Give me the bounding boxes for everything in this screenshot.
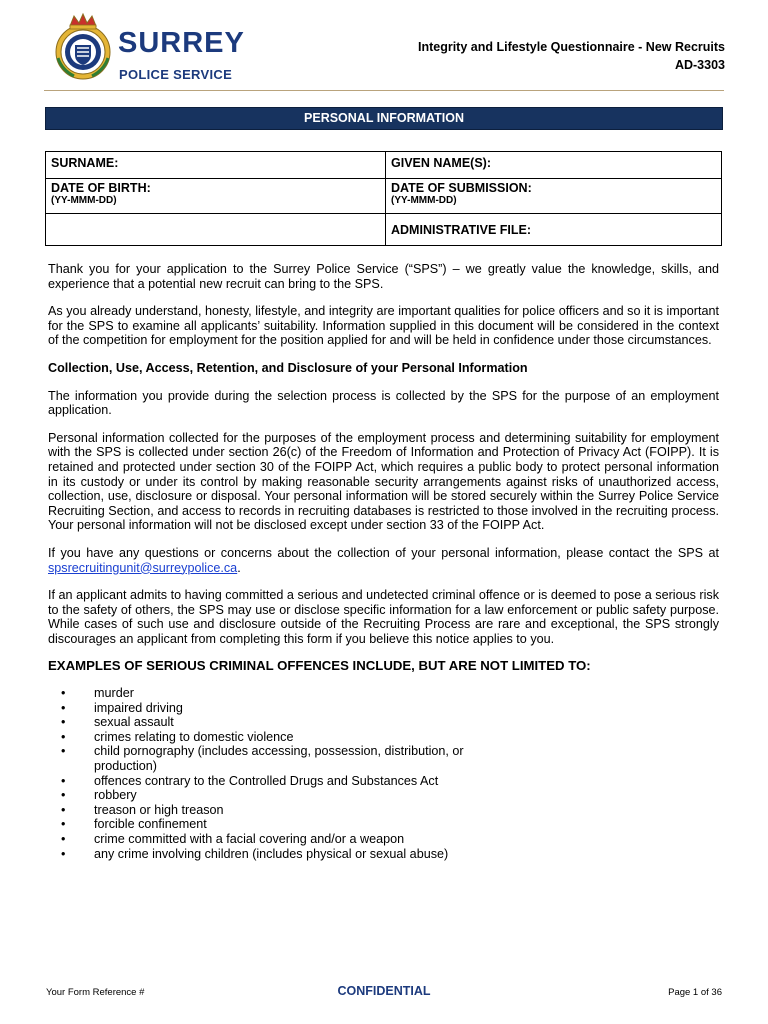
section-banner-personal-information: PERSONAL INFORMATION (45, 107, 723, 130)
list-item-text: robbery (94, 788, 137, 803)
list-item (48, 832, 488, 847)
date-of-birth-value-field[interactable] (46, 214, 386, 246)
offences-list (48, 686, 488, 861)
date-of-submission-label: DATE OF SUBMISSION: (391, 181, 532, 195)
document-code: AD-3303 (674, 58, 725, 72)
header-divider (44, 90, 724, 91)
list-item-text: crime committed with a facial covering and/or a weapon (94, 832, 405, 846)
surrey-police-logo (50, 12, 280, 82)
contact-text: If you have any questions or concerns about the collection of your personal information, please contact the SPS at (48, 545, 719, 560)
bullet-icon: • (61, 715, 66, 730)
recruiting-email-link[interactable]: spsrecruitingunit@surreypolice.ca (48, 560, 238, 575)
page-number: Page 1 of 36 (668, 987, 722, 998)
administrative-file-label: ADMINISTRATIVE FILE: (391, 222, 532, 237)
document-title: Integrity and Lifestyle Questionnaire - New Recruits (417, 40, 725, 54)
list-item-text: offences contrary to the Controlled Drugs and Substances Act (94, 773, 439, 788)
bullet-icon: • (61, 832, 66, 846)
bullet-icon: • (61, 817, 66, 832)
offences-heading: EXAMPLES OF SERIOUS CRIMINAL OFFENCES INCLUDE, BUT ARE NOT LIMITED TO: (48, 658, 591, 674)
bullet-icon: • (61, 846, 66, 861)
intro-paragraph: Thank you for your application to the Surrey Police Service (“SPS”) – we greatly value the knowledge, skills, and experience that a potential new recruit can bring to the SPS. (48, 262, 719, 291)
given-names-label: GIVEN NAME(S): (391, 156, 491, 170)
list-item (48, 847, 488, 862)
list-item-text: sexual assault (94, 715, 174, 730)
list-item (48, 730, 488, 745)
confidential-label: CONFIDENTIAL (337, 984, 431, 998)
list-item (48, 817, 488, 832)
list-item (48, 686, 488, 701)
bullet-icon: • (61, 744, 66, 759)
date-of-birth-format: (YY-MMM-DD) (51, 195, 117, 206)
bullet-icon: • (61, 686, 66, 701)
list-item (48, 788, 488, 803)
administrative-file-field[interactable] (386, 214, 722, 246)
list-item-text: child pornography (includes accessing, possession, distribution, or production) (94, 744, 464, 774)
contact-paragraph (48, 546, 719, 575)
date-of-birth-label: DATE OF BIRTH: (51, 181, 151, 195)
collection-heading: Collection, Use, Access, Retention, and Disclosure of your Personal Information (48, 360, 528, 375)
bullet-icon: • (61, 802, 66, 817)
disclosure-paragraph: If an applicant admits to having committed a serious and undetected criminal offence or is deemed to pose a serious risk to the safety of others, the SPS may use or disclose specific information for a law enforcement or public safety purpose. While cases of such use and disclosure outside of the Recruiting Process are rare and exceptional, the SPS strongly discourages an applicant from completing this form if you believe this notice applies to you. (48, 588, 719, 646)
police-crest-icon (50, 12, 116, 82)
list-item (48, 715, 488, 730)
list-item-text: impaired driving (94, 700, 183, 715)
bullet-icon: • (61, 729, 66, 744)
document-body (48, 262, 719, 861)
date-of-submission-format: (YY-MMM-DD) (391, 195, 457, 206)
surname-label: SURNAME: (51, 156, 119, 170)
date-of-birth-field[interactable] (46, 179, 386, 214)
bullet-icon: • (61, 773, 66, 788)
list-item (48, 744, 488, 773)
list-item (48, 701, 488, 716)
honesty-paragraph: As you already understand, honesty, lifestyle, and integrity are important qualities for police officers and so it is important for the SPS to examine all applicants’ suitability. Information supplied in this document will be considered in the context of the competition for employment for the position applied for and will be held in confidence under those circumstances. (48, 304, 719, 348)
list-item-text: crimes relating to domestic violence (94, 729, 294, 744)
list-item-text: murder (94, 686, 134, 701)
brand-title: SURREY (118, 27, 245, 59)
bullet-icon: • (61, 788, 66, 803)
list-item-text: any crime involving children (includes physical or sexual abuse) (94, 846, 449, 861)
date-of-submission-field[interactable] (386, 179, 722, 214)
list-item-text: forcible confinement (94, 817, 207, 832)
brand-subtitle: POLICE SERVICE (119, 67, 233, 82)
bullet-icon: • (61, 700, 66, 715)
form-reference: Your Form Reference # (46, 987, 145, 998)
list-item (48, 774, 488, 789)
foipp-paragraph: Personal information collected for the purposes of the employment process and determining suitability for employment with the SPS is collected under section 26(c) of the Freedom of Information and Protection of Privacy Act (FOIPP). It is retained and protected under section 30 of the FOIPP Act, which requires a public body to protect personal information in its custody or under its control by making reasonable security arrangements against risks of unauthorized access, collection, use, disclosure or disposal. Your personal information will be stored securely within the Surrey Police Service Recruiting Section, and access to records in recruiting databases is restricted to those involved in the recruiting process. Your personal information will not be disclosed except under section 33 of the FOIPP Act. (48, 430, 719, 533)
given-names-field[interactable] (386, 152, 722, 179)
purpose-paragraph: The information you provide during the selection process is collected by the SPS for the purpose of an employment application. (48, 388, 719, 418)
personal-info-table (45, 151, 722, 246)
surname-field[interactable] (46, 152, 386, 179)
contact-text-end: . (237, 560, 241, 575)
list-item (48, 803, 488, 818)
list-item-text: treason or high treason (94, 802, 224, 817)
